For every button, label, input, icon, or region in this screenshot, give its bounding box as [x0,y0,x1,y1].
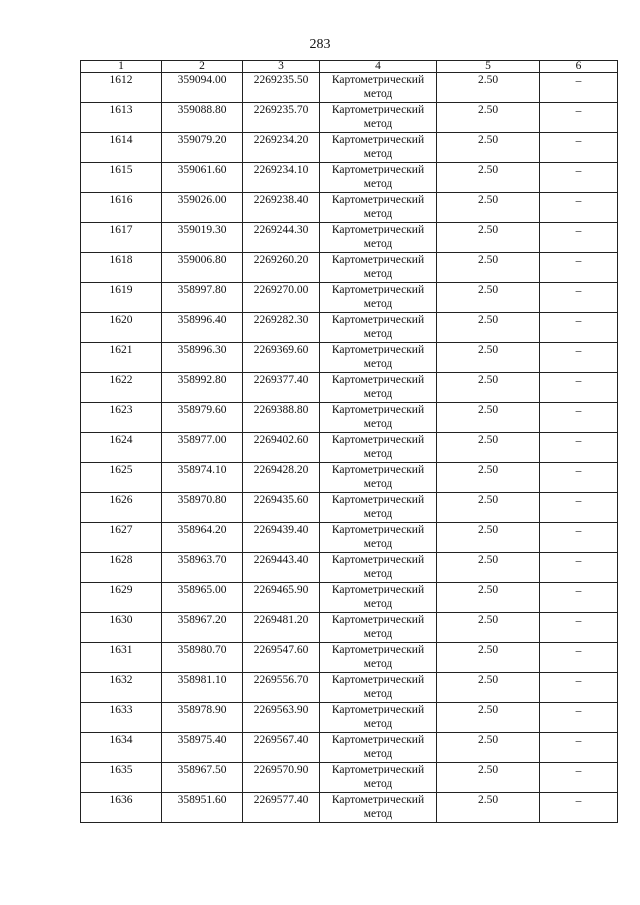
accuracy-cell: 2.50 [437,793,540,823]
method-cell [320,403,437,433]
method-line-2: метод [363,568,393,580]
method-cell [320,553,437,583]
accuracy-cell: 2.50 [437,313,540,343]
method-line-2: метод [363,358,393,370]
y-coordinate-cell: 2269377.40 [243,373,320,403]
accuracy-cell: 2.50 [437,433,540,463]
header-row [81,61,618,73]
y-coordinate-cell: 2269439.40 [243,523,320,553]
method-line-2: метод [363,178,393,190]
x-coordinate-cell: 358996.30 [162,343,243,373]
method-line-1: Картометрический [331,764,425,776]
method-line-2: метод [363,508,393,520]
note-dash: – [575,615,582,627]
y-coordinate-cell: 2269547.60 [243,643,320,673]
method-cell [320,373,437,403]
point-number-cell: 1617 [81,223,162,253]
accuracy-cell: 2.50 [437,523,540,553]
note-dash: – [575,315,582,327]
point-number-cell: 1631 [81,643,162,673]
note-cell [540,283,618,313]
note-cell [540,253,618,283]
method-line-1: Картометрический [331,734,425,746]
method-line-2: метод [363,478,393,490]
x-coordinate-cell: 358967.50 [162,763,243,793]
method-line-2: метод [363,298,393,310]
y-coordinate-cell: 2269577.40 [243,793,320,823]
y-coordinate-cell: 2269563.90 [243,703,320,733]
method-line-2: метод [363,238,393,250]
header-col-6: 6 [540,61,618,73]
accuracy-cell: 2.50 [437,553,540,583]
method-line-2: метод [363,88,393,100]
note-cell [540,763,618,793]
method-line-1: Картометрический [331,224,425,236]
note-dash: – [575,405,582,417]
method-line-1: Картометрический [331,104,425,116]
method-line-1: Картометрический [331,434,425,446]
point-number-cell: 1634 [81,733,162,763]
method-cell [320,703,437,733]
header-col-2: 2 [162,61,243,73]
note-dash: – [575,465,582,477]
accuracy-cell: 2.50 [437,613,540,643]
note-dash: – [575,675,582,687]
method-cell [320,613,437,643]
note-dash: – [575,375,582,387]
method-line-1: Картометрический [331,254,425,266]
method-line-2: метод [363,688,393,700]
method-line-2: метод [363,148,393,160]
point-number-cell: 1622 [81,373,162,403]
table-row [81,643,618,673]
note-cell [540,313,618,343]
x-coordinate-cell: 358996.40 [162,313,243,343]
table-row [81,343,618,373]
method-cell [320,223,437,253]
table-row [81,283,618,313]
note-dash: – [575,585,582,597]
header-col-4: 4 [320,61,437,73]
method-cell [320,253,437,283]
note-dash: – [575,495,582,507]
note-cell [540,193,618,223]
header-col-3: 3 [243,61,320,73]
note-dash: – [575,255,582,267]
method-line-1: Картометрический [331,164,425,176]
method-line-1: Картометрический [331,644,425,656]
method-line-1: Картометрический [331,404,425,416]
note-cell [540,163,618,193]
method-line-1: Картометрический [331,794,425,806]
y-coordinate-cell: 2269481.20 [243,613,320,643]
y-coordinate-cell: 2269282.30 [243,313,320,343]
table-row [81,673,618,703]
x-coordinate-cell: 358963.70 [162,553,243,583]
table-row [81,493,618,523]
point-number-cell: 1628 [81,553,162,583]
accuracy-cell: 2.50 [437,283,540,313]
table-row [81,193,618,223]
table-row [81,583,618,613]
note-cell [540,583,618,613]
point-number-cell: 1619 [81,283,162,313]
method-line-1: Картометрический [331,494,425,506]
x-coordinate-cell: 358951.60 [162,793,243,823]
method-cell [320,73,437,103]
method-line-2: метод [363,778,393,790]
table-row [81,103,618,133]
x-coordinate-cell: 359006.80 [162,253,243,283]
x-coordinate-cell: 358979.60 [162,403,243,433]
accuracy-cell: 2.50 [437,673,540,703]
x-coordinate-cell: 358965.00 [162,583,243,613]
point-number-cell: 1618 [81,253,162,283]
note-dash: – [575,195,582,207]
accuracy-cell: 2.50 [437,223,540,253]
method-line-1: Картометрический [331,614,425,626]
table-header [81,61,618,73]
method-line-2: метод [363,628,393,640]
header-col-5: 5 [437,61,540,73]
method-cell [320,133,437,163]
point-number-cell: 1615 [81,163,162,193]
note-dash: – [575,135,582,147]
method-line-1: Картометрический [331,374,425,386]
method-line-1: Картометрический [331,284,425,296]
y-coordinate-cell: 2269244.30 [243,223,320,253]
accuracy-cell: 2.50 [437,253,540,283]
accuracy-cell: 2.50 [437,583,540,613]
y-coordinate-cell: 2269465.90 [243,583,320,613]
method-cell [320,283,437,313]
y-coordinate-cell: 2269402.60 [243,433,320,463]
method-line-2: метод [363,418,393,430]
point-number-cell: 1629 [81,583,162,613]
accuracy-cell: 2.50 [437,463,540,493]
x-coordinate-cell: 359026.00 [162,193,243,223]
table-row [81,763,618,793]
table-row [81,793,618,823]
accuracy-cell: 2.50 [437,133,540,163]
method-line-1: Картометрический [331,704,425,716]
x-coordinate-cell: 358970.80 [162,493,243,523]
method-cell [320,193,437,223]
method-cell [320,673,437,703]
y-coordinate-cell: 2269428.20 [243,463,320,493]
note-dash: – [575,165,582,177]
method-line-2: метод [363,538,393,550]
method-cell [320,433,437,463]
y-coordinate-cell: 2269234.20 [243,133,320,163]
note-dash: – [575,285,582,297]
method-line-2: метод [363,208,393,220]
note-cell [540,223,618,253]
method-line-2: метод [363,448,393,460]
y-coordinate-cell: 2269567.40 [243,733,320,763]
note-dash: – [575,525,582,537]
method-cell [320,493,437,523]
note-cell [540,463,618,493]
table-row [81,163,618,193]
note-dash: – [575,105,582,117]
method-line-1: Картометрический [331,344,425,356]
method-line-1: Картометрический [331,314,425,326]
x-coordinate-cell: 358978.90 [162,703,243,733]
note-dash: – [575,555,582,567]
x-coordinate-cell: 359061.60 [162,163,243,193]
x-coordinate-cell: 358975.40 [162,733,243,763]
note-cell [540,103,618,133]
note-cell [540,643,618,673]
accuracy-cell: 2.50 [437,703,540,733]
method-line-2: метод [363,118,393,130]
method-line-2: метод [363,748,393,760]
note-cell [540,73,618,103]
method-line-2: метод [363,808,393,820]
method-cell [320,103,437,133]
accuracy-cell: 2.50 [437,193,540,223]
note-cell [540,673,618,703]
method-line-2: метод [363,388,393,400]
note-cell [540,703,618,733]
note-dash: – [575,705,582,717]
accuracy-cell: 2.50 [437,733,540,763]
point-number-cell: 1627 [81,523,162,553]
point-number-cell: 1623 [81,403,162,433]
table-row [81,253,618,283]
note-cell [540,553,618,583]
y-coordinate-cell: 2269235.50 [243,73,320,103]
note-cell [540,133,618,163]
note-dash: – [575,435,582,447]
accuracy-cell: 2.50 [437,493,540,523]
method-cell [320,163,437,193]
y-coordinate-cell: 2269235.70 [243,103,320,133]
method-cell [320,643,437,673]
page-number: 283 [309,37,331,52]
y-coordinate-cell: 2269369.60 [243,343,320,373]
note-dash: – [575,735,582,747]
y-coordinate-cell: 2269260.20 [243,253,320,283]
method-line-1: Картометрический [331,554,425,566]
note-dash: – [575,225,582,237]
method-cell [320,523,437,553]
point-number-cell: 1620 [81,313,162,343]
note-cell [540,493,618,523]
note-dash: – [575,75,582,87]
note-dash: – [575,645,582,657]
point-number-cell: 1613 [81,103,162,133]
method-cell [320,733,437,763]
note-cell [540,793,618,823]
table-row [81,463,618,493]
point-number-cell: 1621 [81,343,162,373]
y-coordinate-cell: 2269570.90 [243,763,320,793]
note-cell [540,343,618,373]
method-line-2: метод [363,268,393,280]
method-cell [320,583,437,613]
x-coordinate-cell: 359094.00 [162,73,243,103]
point-number-cell: 1626 [81,493,162,523]
x-coordinate-cell: 359079.20 [162,133,243,163]
method-cell [320,763,437,793]
note-cell [540,433,618,463]
method-line-1: Картометрический [331,674,425,686]
accuracy-cell: 2.50 [437,103,540,133]
method-line-2: метод [363,598,393,610]
point-number-cell: 1612 [81,73,162,103]
point-number-cell: 1630 [81,613,162,643]
x-coordinate-cell: 358967.20 [162,613,243,643]
header-col-1: 1 [81,61,162,73]
x-coordinate-cell: 358980.70 [162,643,243,673]
point-number-cell: 1636 [81,793,162,823]
accuracy-cell: 2.50 [437,643,540,673]
method-cell [320,313,437,343]
x-coordinate-cell: 359019.30 [162,223,243,253]
y-coordinate-cell: 2269556.70 [243,673,320,703]
note-cell [540,403,618,433]
method-line-1: Картометрический [331,584,425,596]
y-coordinate-cell: 2269234.10 [243,163,320,193]
method-cell [320,343,437,373]
y-coordinate-cell: 2269435.60 [243,493,320,523]
note-dash: – [575,765,582,777]
table-row [81,373,618,403]
x-coordinate-cell: 359088.80 [162,103,243,133]
table-row [81,523,618,553]
table-row [81,553,618,583]
method-line-1: Картометрический [331,524,425,536]
accuracy-cell: 2.50 [437,403,540,433]
note-dash: – [575,795,582,807]
table-row [81,313,618,343]
method-line-1: Картометрический [331,134,425,146]
point-number-cell: 1624 [81,433,162,463]
accuracy-cell: 2.50 [437,373,540,403]
method-line-1: Картометрический [331,194,425,206]
x-coordinate-cell: 358997.80 [162,283,243,313]
accuracy-cell: 2.50 [437,163,540,193]
table-row [81,223,618,253]
note-cell [540,373,618,403]
table-row [81,703,618,733]
method-cell [320,793,437,823]
y-coordinate-cell: 2269388.80 [243,403,320,433]
table-row [81,733,618,763]
accuracy-cell: 2.50 [437,73,540,103]
table-row [81,433,618,463]
note-cell [540,733,618,763]
x-coordinate-cell: 358964.20 [162,523,243,553]
point-number-cell: 1635 [81,763,162,793]
method-cell [320,463,437,493]
table-row [81,403,618,433]
x-coordinate-cell: 358981.10 [162,673,243,703]
accuracy-cell: 2.50 [437,763,540,793]
x-coordinate-cell: 358974.10 [162,463,243,493]
point-number-cell: 1632 [81,673,162,703]
y-coordinate-cell: 2269238.40 [243,193,320,223]
note-dash: – [575,345,582,357]
method-line-1: Картометрический [331,464,425,476]
y-coordinate-cell: 2269270.00 [243,283,320,313]
x-coordinate-cell: 358977.00 [162,433,243,463]
point-number-cell: 1616 [81,193,162,223]
method-line-2: метод [363,718,393,730]
note-cell [540,613,618,643]
table-row [81,133,618,163]
x-coordinate-cell: 358992.80 [162,373,243,403]
point-number-cell: 1614 [81,133,162,163]
note-cell [540,523,618,553]
table-body [81,73,618,823]
coordinates-table [80,60,618,823]
method-line-2: метод [363,328,393,340]
y-coordinate-cell: 2269443.40 [243,553,320,583]
point-number-cell: 1625 [81,463,162,493]
method-line-2: метод [363,658,393,670]
table-row [81,613,618,643]
method-line-1: Картометрический [331,74,425,86]
table-row [81,73,618,103]
point-number-cell: 1633 [81,703,162,733]
accuracy-cell: 2.50 [437,343,540,373]
